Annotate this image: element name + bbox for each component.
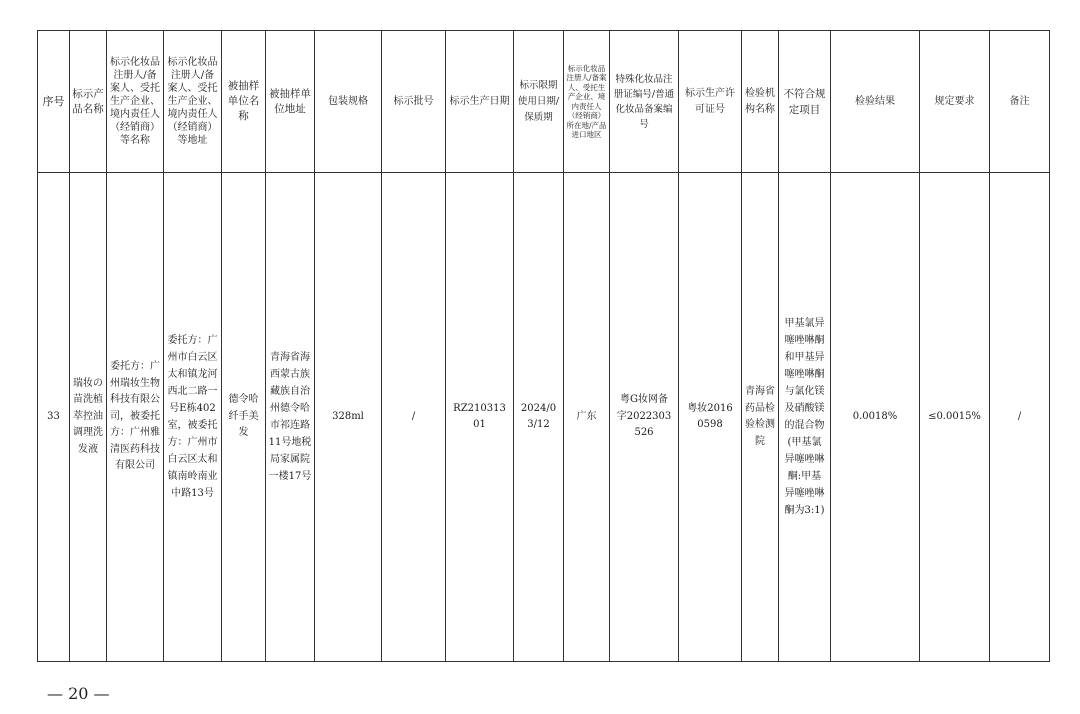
header-nonconforming-item: 不符合规定项目 <box>779 31 831 173</box>
header-registration-number: 特殊化妆品注册证编号/普通化妆品备案编号 <box>610 31 679 173</box>
header-package-spec: 包装规格 <box>315 31 382 173</box>
cell-origin-region: 广东 <box>564 173 610 662</box>
cell-license-number: 粤妆20160598 <box>679 173 742 662</box>
header-expiry-date: 标示限期使用日期/保质期 <box>514 31 564 173</box>
cell-inspection-agency: 青海省药品检验检测院 <box>742 173 779 662</box>
table-row <box>38 173 1050 662</box>
header-registrant-address: 标示化妆品注册人/备案人、受托生产企业、境内责任人（经销商）等地址 <box>164 31 222 173</box>
inspection-results-table <box>37 30 1050 662</box>
cell-registrant-name: 委托方：广州瑞妆生物科技有限公司，被委托方：广州雅清医药科技有限公司 <box>107 173 164 662</box>
header-inspection-agency: 检验机构名称 <box>742 31 779 173</box>
cell-package-spec: 328ml <box>315 173 382 662</box>
header-test-result: 检验结果 <box>831 31 920 173</box>
cell-product-name: 瑞妆の苗洗植萃控油调理洗发液 <box>70 173 107 662</box>
cell-production-date: RZ21031301 <box>446 173 514 662</box>
header-remarks: 备注 <box>990 31 1050 173</box>
header-row <box>38 31 1050 173</box>
header-origin-region: 标示化妆品注册人/备案人、受托生产企业、境内责任人（经销商）所在地/产品进口地区 <box>564 31 610 173</box>
cell-sampled-unit-address: 青海省海西蒙古族藏族自治州德令哈市祁连路11号地税局家属院一楼17号 <box>266 173 315 662</box>
page-number: — 20 — <box>47 684 110 703</box>
table-header <box>38 31 1050 173</box>
header-product-name: 标示产品名称 <box>70 31 107 173</box>
header-serial-number: 序号 <box>38 31 70 173</box>
cell-registration-number: 粤G妆网备字2022303526 <box>610 173 679 662</box>
cell-registrant-address: 委托方：广州市白云区太和镇龙河西北二路一号E栋402室，被委托方：广州市白云区太和镇南岭南业中路13号 <box>164 173 222 662</box>
header-registrant-name: 标示化妆品注册人/备案人、受托生产企业、境内责任人（经销商）等名称 <box>107 31 164 173</box>
cell-nonconforming-item: 甲基氯异噻唑啉酮和甲基异噻唑啉酮与氯化镁及硝酸镁的混合物(甲基氯异噻唑啉酮:甲基异噻唑啉酮为3:1) <box>779 173 831 662</box>
header-sampled-unit-address: 被抽样单位地址 <box>266 31 315 173</box>
header-production-date: 标示生产日期 <box>446 31 514 173</box>
cell-remarks: / <box>990 173 1050 662</box>
cell-batch-number: / <box>382 173 446 662</box>
header-license-number: 标示生产许可证号 <box>679 31 742 173</box>
header-batch-number: 标示批号 <box>382 31 446 173</box>
cell-expiry-date: 2024/03/12 <box>514 173 564 662</box>
cell-requirement: ≤0.0015% <box>920 173 990 662</box>
table-body <box>38 173 1050 662</box>
cell-serial-number: 33 <box>38 173 70 662</box>
cell-test-result: 0.0018% <box>831 173 920 662</box>
cell-sampled-unit-name: 德令哈纤手美发 <box>222 173 266 662</box>
header-requirement: 规定要求 <box>920 31 990 173</box>
header-sampled-unit-name: 被抽样单位名称 <box>222 31 266 173</box>
